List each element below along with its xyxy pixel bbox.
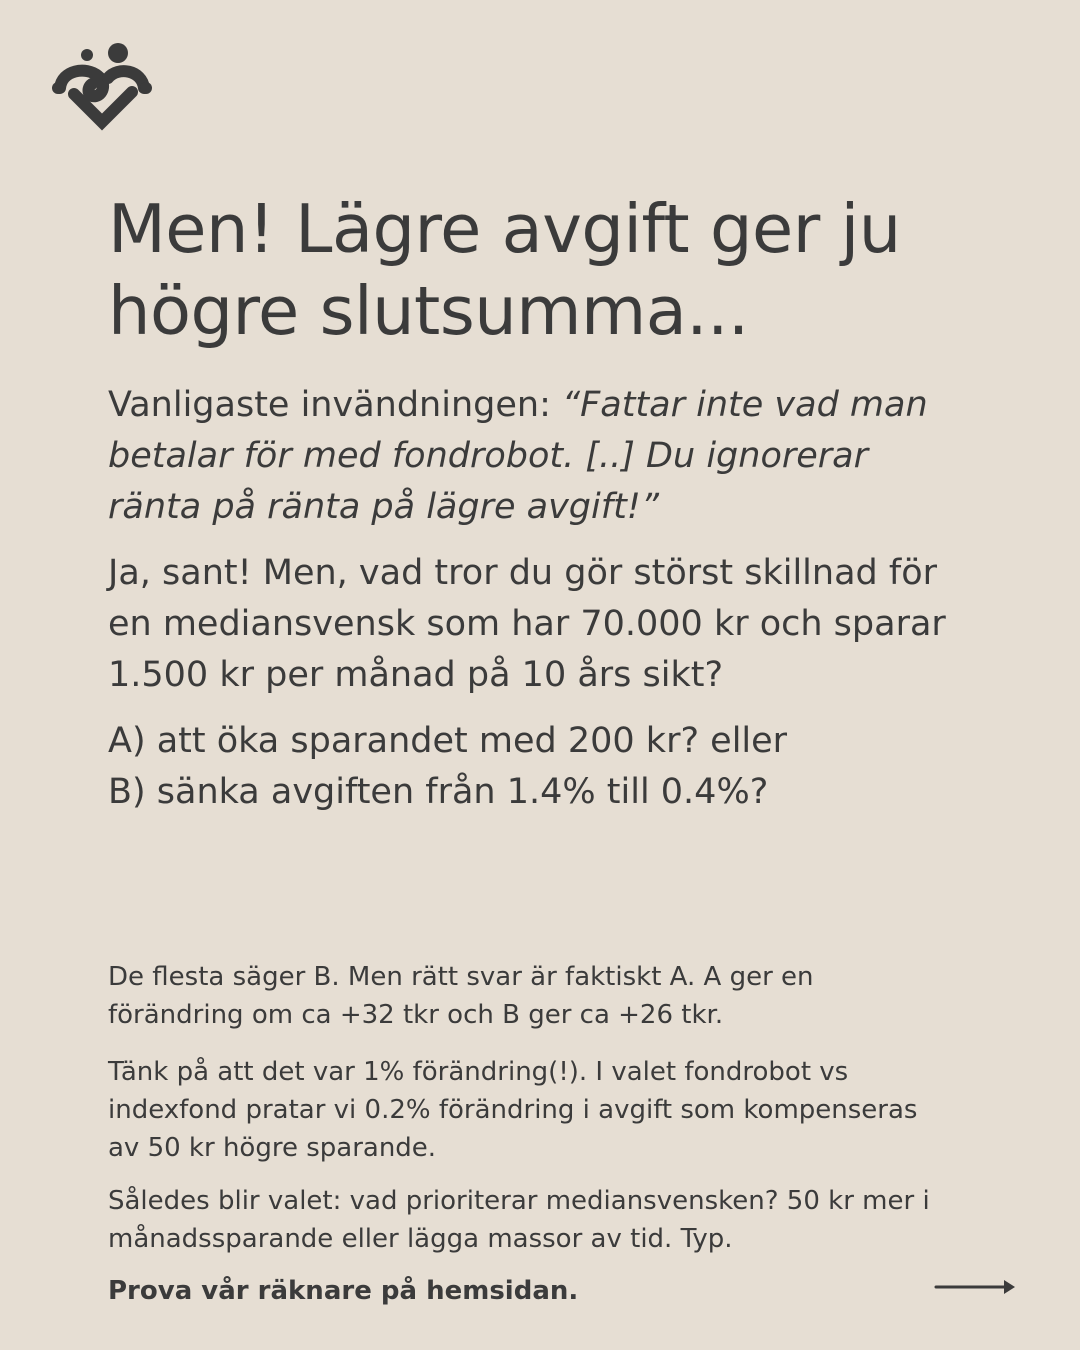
conclusion-text: Således blir valet: vad prioriterar mediansvensken? 50 kr mer i månadssparande eller lägga massor av tid. Typ. [108, 1186, 930, 1254]
option-b: B) sänka avgiften från 1.4% till 0.4%? [108, 772, 769, 812]
cta-text: Prova vår räknare på hemsidan. [108, 1276, 579, 1306]
headline: Men! Lägre avgift ger ju högre slutsumma... [108, 190, 901, 350]
answer-text: De flesta säger B. Men rätt svar är faktiskt A. A ger en förändring om ca +32 tkr och B ger ca +26 tkr. [108, 962, 814, 1030]
note-text: Tänk på att det var 1% förändring(!). I valet fondrobot vs indexfond pratar vi 0.2% förändring i avgift som kompenseras av 50 kr högre sparande. [108, 1057, 918, 1163]
intro-lead: Vanligaste invändningen: [108, 385, 562, 425]
intro-text [108, 380, 968, 533]
arrow-right-icon[interactable] [934, 1276, 1018, 1298]
intro-quote: “Fattar inte vad man betalar för med fondrobot. [..] Du ignorerar ränta på ränta på lägre avgift!” [108, 385, 928, 527]
heart-people-logo-icon [52, 42, 152, 136]
question-text: Ja, sant! Men, vad tror du gör störst skillnad för en mediansvensk som har 70.000 kr och sparar 1.500 kr per månad på 10 års sikt? [108, 553, 946, 695]
options-list [108, 716, 968, 818]
option-a: A) att öka sparandet med 200 kr? eller [108, 721, 788, 761]
